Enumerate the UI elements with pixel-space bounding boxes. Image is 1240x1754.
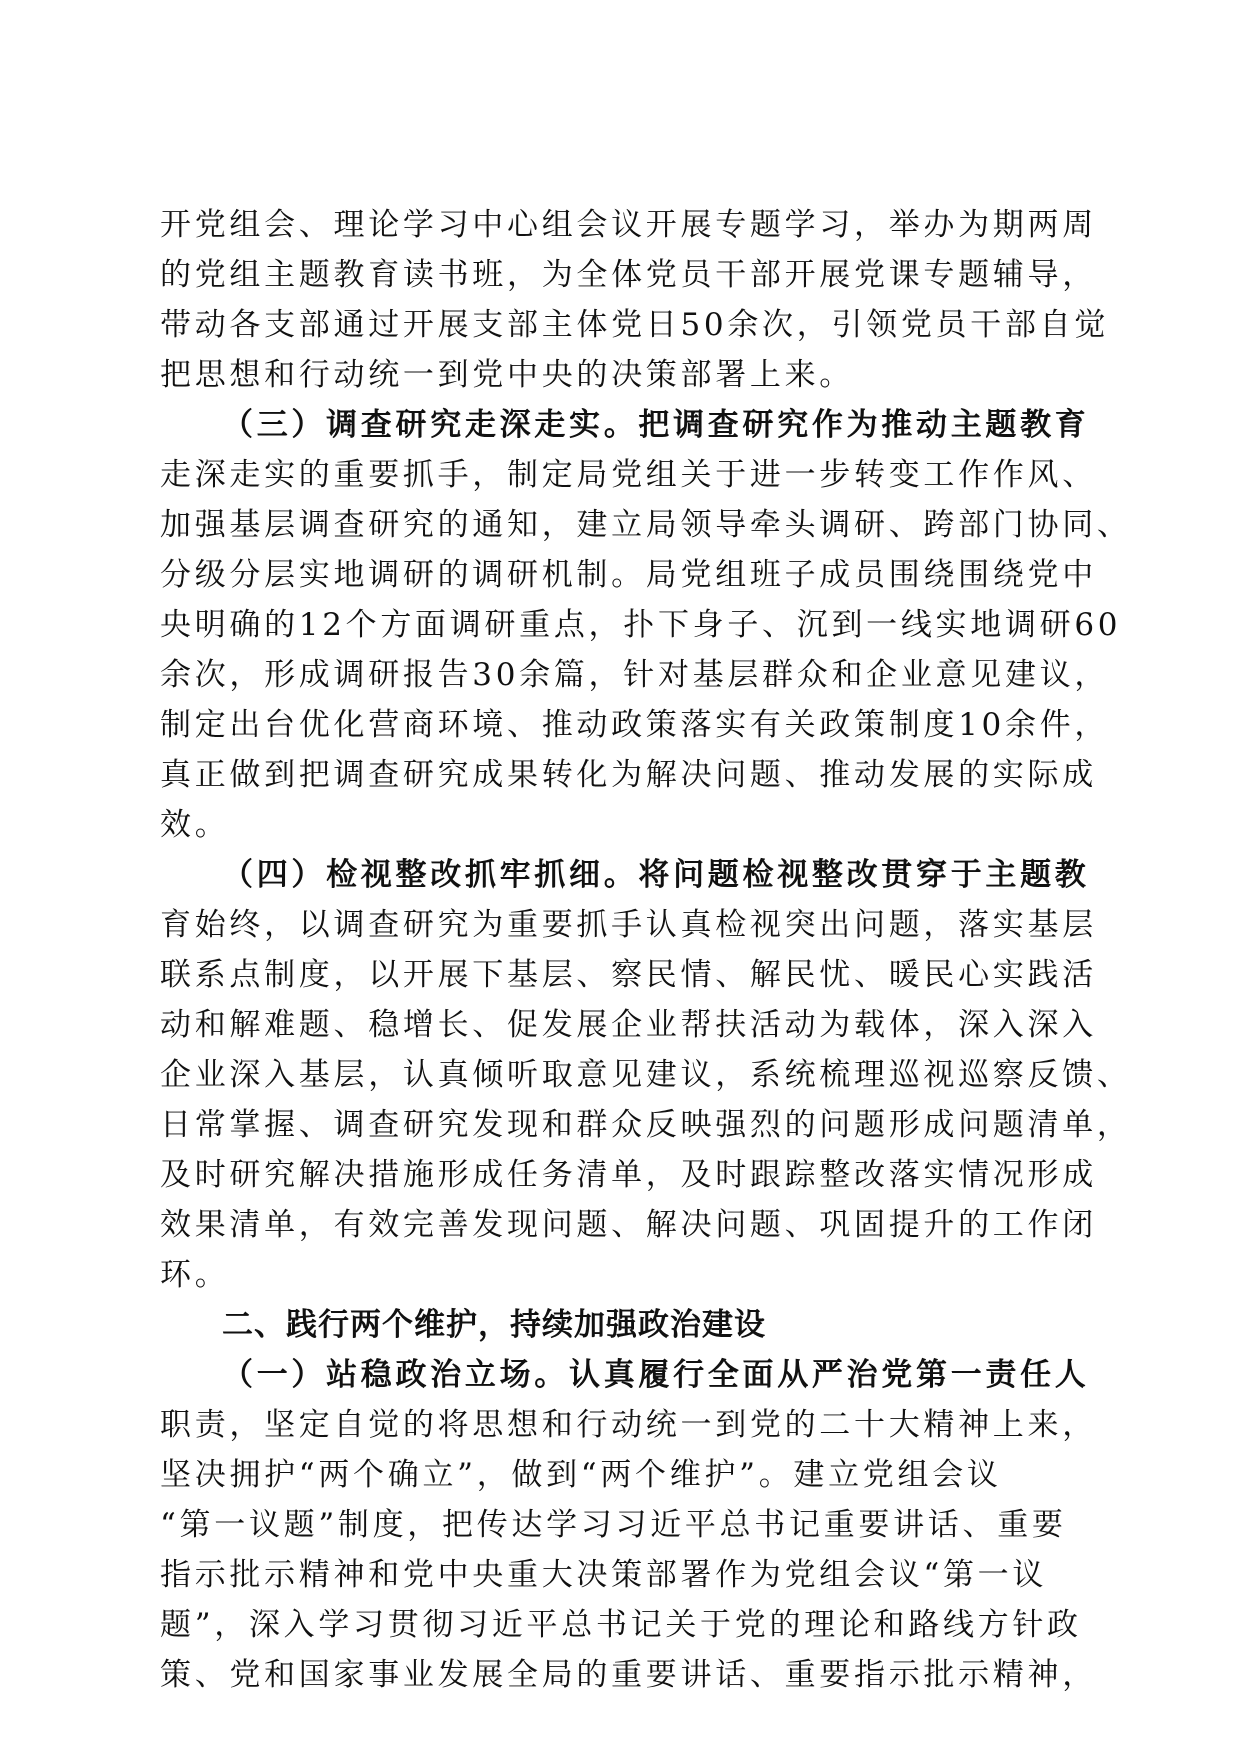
text-line: 环。	[160, 1257, 230, 1293]
text-line: 及时研究解决措施形成任务清单，及时跟踪整改落实情况形成	[160, 1157, 1097, 1193]
text-line: 分级分层实地调研的调研机制。局党组班子成员围绕围绕党中	[160, 557, 1097, 593]
text-line: “第一议题”制度，把传达学习习近平总书记重要讲话、重要	[160, 1507, 1067, 1543]
text-line: 加强基层调查研究的通知，建立局领导牵头调研、跨部门协同、	[160, 507, 1132, 543]
text-line: 题”，深入学习贯彻习近平总书记关于党的理论和路线方针政	[160, 1607, 1082, 1643]
text-line: 动和解难题、稳增长、促发展企业帮扶活动为载体，深入深入	[160, 1007, 1097, 1043]
text-line: 日常掌握、调查研究发现和群众反映强烈的问题形成问题清单，	[160, 1107, 1132, 1143]
chapter-2-heading: 二、践行两个维护，持续加强政治建设	[222, 1307, 766, 1343]
text-line: 央明确的12个方面调研重点，扑下身子、沉到一线实地调研60	[160, 607, 1122, 643]
text-line: 走深走实的重要抓手，制定局党组关于进一步转变工作作风、	[160, 457, 1097, 493]
text-line: 制定出台优化营商环境、推动政策落实有关政策制度10余件，	[160, 707, 1110, 743]
text-line: 企业深入基层，认真倾听取意见建议，系统梳理巡视巡察反馈、	[160, 1057, 1132, 1093]
text-line: 开党组会、理论学习中心组会议开展专题学习，举办为期两周	[160, 207, 1097, 243]
text-line: 职责，坚定自觉的将思想和行动统一到党的二十大精神上来，	[160, 1407, 1097, 1443]
text-line: 效果清单，有效完善发现问题、解决问题、巩固提升的工作闭	[160, 1207, 1097, 1243]
document-body	[160, 200, 1132, 1700]
text-line: 带动各支部通过开展支部主体党日50余次，引领党员干部自觉	[160, 307, 1110, 343]
text-line: 策、党和国家事业发展全局的重要讲话、重要指示批示精神，	[160, 1657, 1097, 1693]
text-line: 指示批示精神和党中央重大决策部署作为党组会议“第一议	[160, 1557, 1048, 1593]
text-line: 的党组主题教育读书班，为全体党员干部开展党课专题辅导，	[160, 257, 1097, 293]
text-line: 坚决拥护“两个确立”，做到“两个维护”。建立党组会议	[160, 1457, 1002, 1493]
section-1-title-line: （一）站稳政治立场。认真履行全面从严治党第一责任人	[222, 1357, 1090, 1393]
text-line: 联系点制度，以开展下基层、察民情、解民忧、暖民心实践活	[160, 957, 1097, 993]
text-line: 育始终，以调查研究为重要抓手认真检视突出问题，落实基层	[160, 907, 1097, 943]
text-line: 效。	[160, 807, 230, 843]
text-line: 余次，形成调研报告30余篇，针对基层群众和企业意见建议，	[160, 657, 1110, 693]
text-line: 把思想和行动统一到党中央的决策部署上来。	[160, 357, 854, 393]
section-3-title-line: （三）调查研究走深走实。把调查研究作为推动主题教育	[222, 407, 1090, 443]
section-4-title-line: （四）检视整改抓牢抓细。将问题检视整改贯穿于主题教	[222, 857, 1090, 893]
text-line: 真正做到把调查研究成果转化为解决问题、推动发展的实际成	[160, 757, 1097, 793]
